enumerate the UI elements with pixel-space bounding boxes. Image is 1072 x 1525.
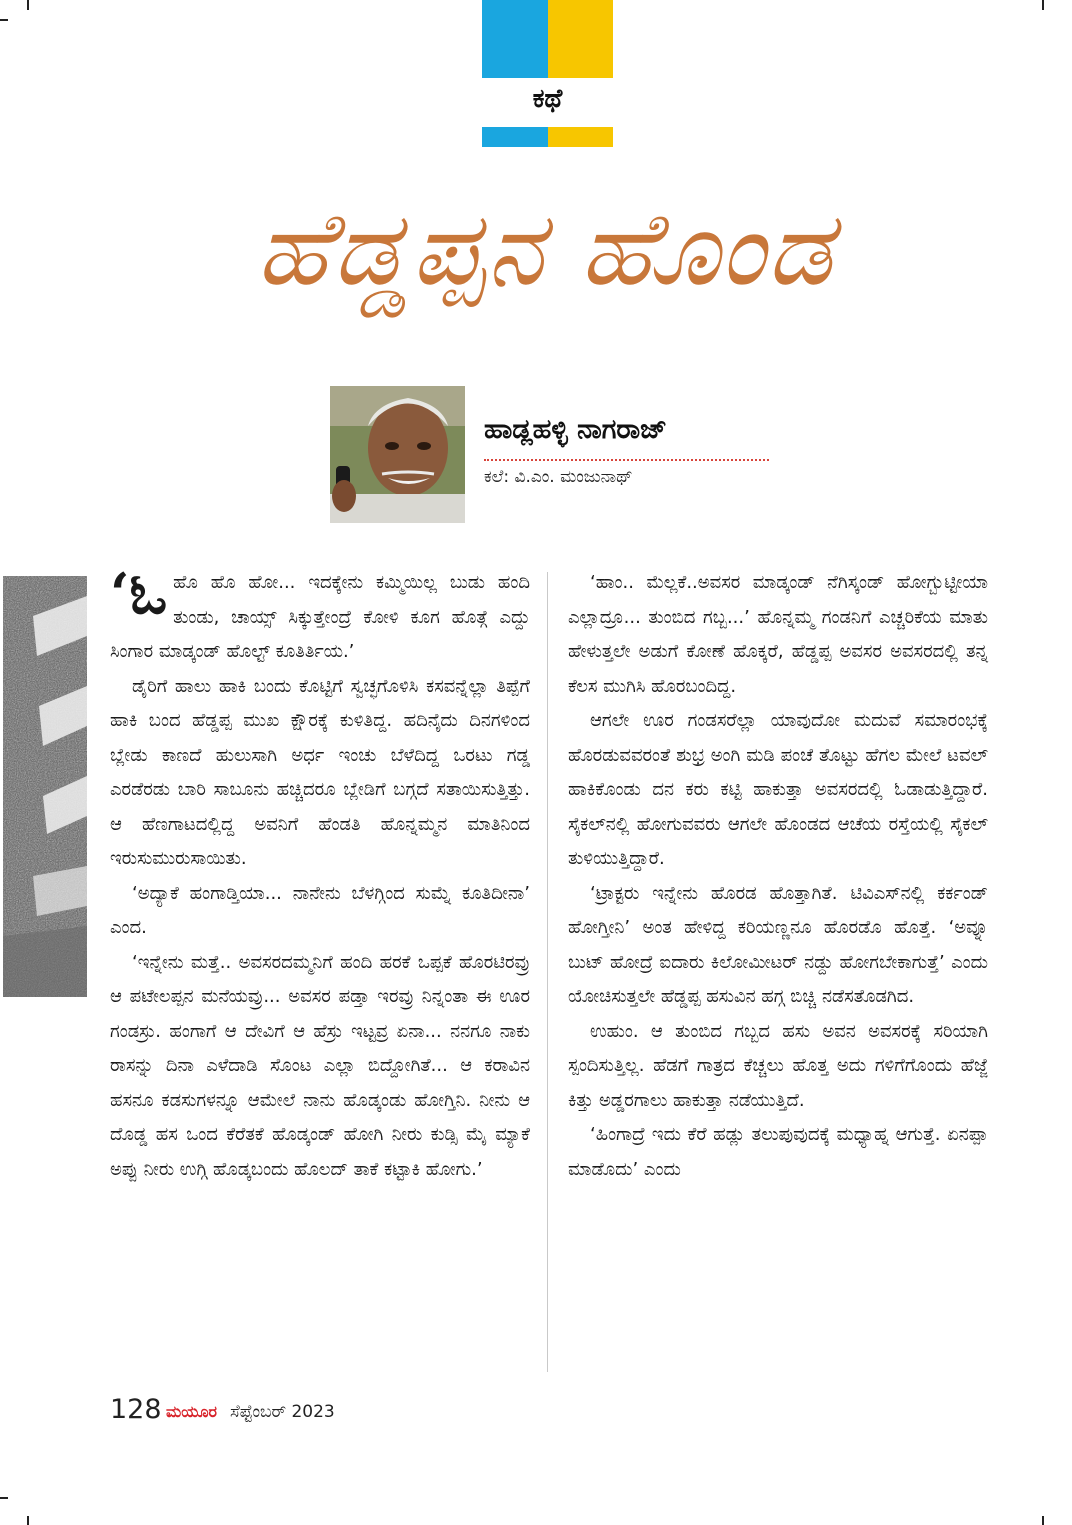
page-number: 128 — [110, 1394, 162, 1425]
blue-block-bottom — [482, 127, 548, 147]
author-portrait-icon — [330, 386, 465, 523]
story-title: ಹೆಡ್ಡಪ್ಪನ ಹೊಂಡ — [256, 190, 834, 309]
crop-mark-bottom-left — [27, 1516, 29, 1525]
column-divider — [547, 572, 548, 1372]
illustration-strip — [3, 576, 87, 997]
paragraph-9: ‘ಹಿಂಗಾದ್ರೆ ಇದು ಕೆರೆ ಹಡ್ಲು ತಲುಪುವುದಕ್ಕೆ ಮಧ್ಯಾಹ್ನ ಆಗುತ್ತೆ. ಏನಪ್ಪಾ ಮಾಡೊದು’ ಎಂದು — [568, 1124, 988, 1180]
paragraph-5: ‘ಹಾಂ.. ಮೆಲ್ಲಕೆ..ಅವಸರ ಮಾಡ್ಕಂಡ್ ನೆಗಿಸ್ಕಂಡ್ ಹೋಗ್ಬುಟ್ಟೀಯಾ ಎಲ್ಲಾದ್ರೂ... ತುಂಬಿದ ಗಬ್ಬ...’ ಹೊನ್ನಮ್ಮ ಗಂಡನಿಗೆ ಎಚ್ಚರಿಕೆಯ ಮಾತು ಹೇಳುತ್ತಲೇ ಅಡುಗೆ ಕೋಣೆ ಹೊಕ್ಕರೆ, ಹೆಡ್ಡಪ್ಪ ಅವಸರ ಅವಸರದಲ್ಲಿ ತನ್ನ ಕೆಲಸ ಮುಗಿಸಿ ಹೊರಬಂದಿದ್ದ. — [568, 572, 988, 697]
drop-cap: ‘ಓ — [110, 561, 168, 627]
section-label: ಕಥೆ — [532, 84, 563, 114]
article-column-left — [110, 561, 530, 1187]
paragraph-1-text: ಹೊ ಹೊ ಹೋ... ಇದಕ್ಕೇನು ಕಮ್ಮಿಯಿಲ್ಲ ಬುಡು ಹಂದಿ ತುಂಡು, ಚಾಯ್ಸ್ ಸಿಕ್ಕುತ್ತೇಂದ್ರೆ ಕೋಳಿ ಕೂಗ ಹೊತ್ಗೆ ಎದ್ದು ಸಿಂಗಾರ ಮಾಡ್ಕಂಡ್ ಹೊಲ್ಟ್ ಕೂತಿರ್ತಿಯ.’ — [110, 572, 530, 662]
magazine-logo: ಮಯೂರ — [166, 1402, 218, 1421]
crop-mark-left-top — [0, 19, 8, 21]
crop-mark-left-bottom — [0, 1497, 8, 1499]
paragraph-3: ‘ಅದ್ಯಾಕೆ ಹಂಗಾಡ್ತಿಯಾ... ನಾನೇನು ಬೆಳಗ್ಗಿಂದ ಸುಮ್ನೆ ಕೂತಿದೀನಾ’ ಎಂದ. — [110, 882, 530, 938]
article-column-right — [568, 566, 988, 1187]
yellow-block-top — [548, 0, 613, 78]
blue-block-top — [482, 0, 548, 78]
crop-mark-top-left — [27, 0, 29, 10]
paragraph-1 — [110, 561, 530, 670]
paragraph-7: ‘ಟ್ರಾಕ್ಟರು ಇನ್ನೇನು ಹೊರಡ ಹೊತ್ತಾಗಿತೆ. ಟಿವಿಎಸ್‌ನಲ್ಲಿ ಕರ್ಕಂಡ್ ಹೋಗ್ತೀನಿ’ ಅಂತ ಹೇಳಿದ್ದ ಕರಿಯಣ್ಣನೂ ಹೊರಡೊ ಹೊತ್ತೆ. ‘ಅವ್ನೂ ಬುಟ್ ಹೋದ್ರೆ ಐದಾರು ಕಿಲೋಮೀಟರ್ ನಡ್ದು ಹೋಗಬೇಕಾಗುತ್ತೆ’ ಎಂದು ಯೋಚಿಸುತ್ತಲೇ ಹೆಡ್ಡಪ್ಪ ಹಸುವಿನ ಹಗ್ಗ ಬಿಚ್ಚಿ ನಡೆಸತೊಡಗಿದ. — [568, 882, 988, 1007]
crop-mark-top-right — [1042, 0, 1044, 10]
issue-date: ಸೆಪ್ಟೆಂಬರ್ 2023 — [230, 1402, 335, 1422]
yellow-block-bottom — [548, 127, 613, 147]
byline-dotted-rule — [484, 459, 769, 461]
paragraph-8: ಉಹುಂ. ಆ ತುಂಬಿದ ಗಬ್ಬದ ಹಸು ಅವನ ಅವಸರಕ್ಕೆ ಸರಿಯಾಗಿ ಸ್ಪಂದಿಸುತ್ತಿಲ್ಲ. ಹೆಡಗೆ ಗಾತ್ರದ ಕೆಚ್ಚಲು ಹೊತ್ತ ಅದು ಗಳಿಗೆಗೊಂದು ಹೆಜ್ಜೆ ಕಿತ್ತು ಅಡ್ಡರಗಾಲು ಹಾಕುತ್ತಾ ನಡೆಯುತ್ತಿದೆ. — [568, 1020, 988, 1111]
illustration-texture-icon — [3, 576, 87, 997]
paragraph-4: ‘ಇನ್ನೇನು ಮತ್ತೆ.. ಅವಸರದಮ್ಮನಿಗೆ ಹಂದಿ ಹರಕೆ ಒಪ್ಪಕೆ ಹೊರಟಿರವ್ರು ಆ ಪಟೇಲಪ್ಪನ ಮನೆಯವ್ರು... ಅವಸರ ಪಡ್ತಾ ಇರವ್ರು ನಿನ್ನಂತಾ ಈ ಊರ ಗಂಡಸ್ರು. ಹಂಗಾಗೆ ಆ ದೇವಿಗೆ ಆ ಹೆಸ್ರು ಇಟ್ಟವ್ರ ಏನಾ... ನನಗೂ ನಾಕು ರಾಸನ್ನು ದಿನಾ ಎಳೆದಾಡಿ ಸೊಂಟ ಎಲ್ಲಾ ಬಿದ್ದೋಗಿತೆ... ಆ ಕರಾವಿನ ಹಸನೂ ಕಡಸುಗಳನ್ನೂ ಆಮೇಲೆ ನಾನು ಹೊಡ್ಕಂಡು ಹೋಗ್ತಿನಿ. ನೀನು ಆ ದೊಡ್ಡ ಹಸ ಒಂದ ಕೆರೆತಕೆ ಹೊಡ್ಕಂಡ್ ಹೋಗಿ ನೀರು ಕುಡ್ಸಿ ಮೈ ಮ್ಯಾಕೆ ಅಪ್ಪು ನೀರು ಉಗ್ಗಿ ಹೊಡ್ಕಬಂದು ಹೊಲದ್ ತಾಕೆ ಕಟ್ಟಾಕಿ ಹೋಗು.’ — [110, 951, 530, 1180]
crop-mark-bottom-right — [1042, 1516, 1044, 1525]
paragraph-2: ಡೈರಿಗೆ ಹಾಲು ಹಾಕಿ ಬಂದು ಕೊಟ್ಟಿಗೆ ಸ್ವಚ್ಛಗೊಳಿಸಿ ಕಸವನ್ನೆಲ್ಲಾ ತಿಪ್ಪೆಗೆ ಹಾಕಿ ಬಂದ ಹೆಡ್ಡಪ್ಪ ಮುಖ ಕ್ಷೌರಕ್ಕೆ ಕುಳಿತಿದ್ದ. ಹದಿನೈದು ದಿನಗಳಿಂದ ಬ್ಲೇಡು ಕಾಣದೆ ಹುಲುಸಾಗಿ ಅರ್ಧ ಇಂಚು ಬೆಳೆದಿದ್ದ ಒರಟು ಗಡ್ಡ ಎರಡೆರಡು ಬಾರಿ ಸಾಬೂನು ಹಚ್ಚಿದರೂ ಬ್ಲೇಡಿಗೆ ಬಗ್ಗದೆ ಸತಾಯಿಸುತ್ತಿತ್ತು. ಆ ಹೆಣಗಾಟದಲ್ಲಿದ್ದ ಅವನಿಗೆ ಹೆಂಡತಿ ಹೊನ್ನಮ್ಮನ ಮಾತಿನಿಂದ ಇರುಸುಮುರುಸಾಯಿತು. — [110, 675, 530, 869]
paragraph-6: ಆಗಲೇ ಊರ ಗಂಡಸರೆಲ್ಲಾ ಯಾವುದೋ ಮದುವೆ ಸಮಾರಂಭಕ್ಕೆ ಹೊರಡುವವರಂತೆ ಶುಭ್ರ ಅಂಗಿ ಮಡಿ ಪಂಚೆ ತೊಟ್ಟು ಹೆಗಲ ಮೇಲೆ ಟವಲ್ ಹಾಕಿಕೊಂಡು ದನ ಕರು ಕಟ್ಟಿ ಹಾಕುತ್ತಾ ಅವಸರದಲ್ಲಿ ಓಡಾಡುತ್ತಿದ್ದಾರೆ. ಸೈಕಲ್‌ನಲ್ಲಿ ಹೋಗುವವರು ಆಗಲೇ ಹೊಂಡದ ಆಚೆಯ ರಸ್ತೆಯಲ್ಲಿ ಸೈಕಲ್ ತುಳಿಯುತ್ತಿದ್ದಾರೆ. — [568, 710, 988, 869]
author-name: ಹಾಡ್ಲಹಳ್ಳಿ ನಾಗರಾಜ್ — [484, 414, 668, 445]
author-photo — [330, 386, 465, 523]
artist-credit: ಕಲೆ: ವಿ.ಎಂ. ಮಂಜುನಾಥ್ — [484, 467, 633, 487]
